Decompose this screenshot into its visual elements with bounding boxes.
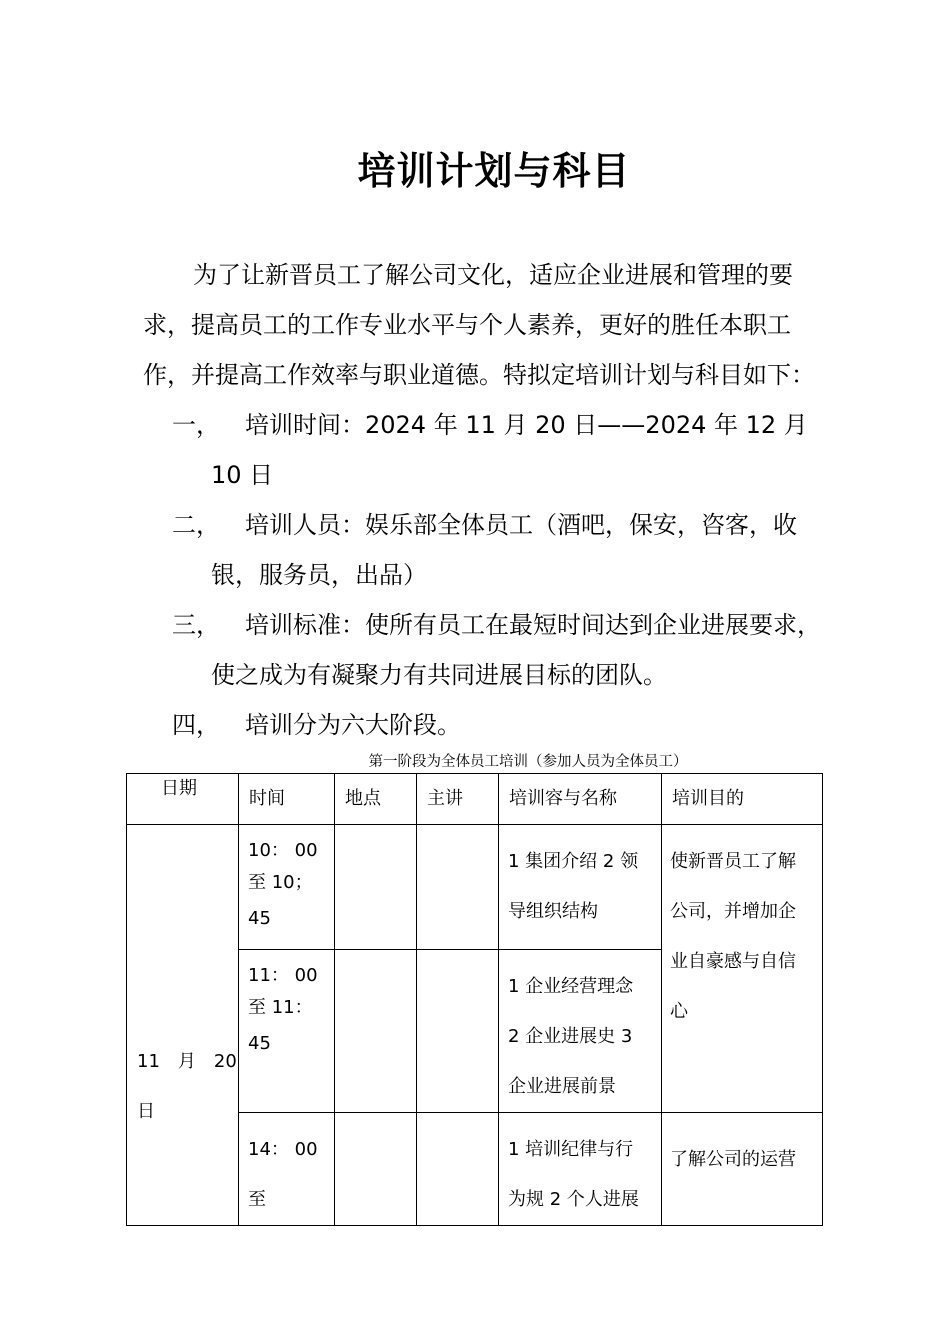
header-purpose: 培训目的 xyxy=(662,774,823,825)
item-text-continued: 10 日 xyxy=(211,461,274,489)
plan-list xyxy=(172,400,872,750)
time-cell: 14： 00 至 xyxy=(239,1113,335,1226)
time-cell: 11： 00 至 11： 45 xyxy=(239,950,335,1113)
content-cell: 1 集团介绍 2 领 导组织结构 xyxy=(499,825,662,950)
item-number: 三， xyxy=(172,611,220,639)
header-place: 地点 xyxy=(335,774,417,825)
speaker-cell xyxy=(417,825,499,950)
item-number: 一， xyxy=(172,411,220,439)
plan-item-stages xyxy=(172,700,872,750)
item-text: 培训标准：使所有员工在最短时间达到企业进展要求， xyxy=(245,611,821,639)
speaker-cell xyxy=(417,1113,499,1226)
item-text-continued: 使之成为有凝聚力有共同进展目标的团队。 xyxy=(211,661,667,689)
table-header-row xyxy=(127,774,823,825)
intro-paragraph xyxy=(143,250,863,400)
content-cell: 1 培训纪律与行 为规 2 个人进展 xyxy=(499,1113,662,1226)
header-speaker: 主讲 xyxy=(417,774,499,825)
header-date: 日期 xyxy=(127,774,239,825)
table-caption: 第一阶段为全体员工培训（参加人员为全体员工） xyxy=(368,754,688,770)
page-title: 培训计划与科目 xyxy=(357,149,631,193)
content-cell: 1 企业经营理念 2 企业进展史 3 企业进展前景 xyxy=(499,950,662,1113)
intro-line: 求，提高员工的工作专业水平与个人素养，更好的胜任本职工 xyxy=(143,311,791,339)
item-text: 培训时间：2024 年 11 月 20 日——2024 年 12 月 xyxy=(245,411,808,439)
item-number: 四， xyxy=(172,711,220,739)
speaker-cell xyxy=(417,950,499,1113)
purpose-cell: 了解公司的运营 xyxy=(662,1113,823,1226)
intro-line: 为了让新晋员工了解公司文化，适应企业进展和管理的要 xyxy=(193,261,793,289)
item-text: 培训人员：娱乐部全体员工（酒吧，保安，咨客，收 xyxy=(245,511,797,539)
place-cell xyxy=(335,825,417,950)
purpose-cell: 使新晋员工了解 公司，并增加企 业自豪感与自信 心 xyxy=(662,825,823,1113)
time-cell: 10： 00 至 10； 45 xyxy=(239,825,335,950)
intro-line: 作，并提高工作效率与职业道德。特拟定培训计划与科目如下： xyxy=(143,361,815,389)
training-schedule-table xyxy=(126,773,823,1226)
plan-item-standard xyxy=(172,600,872,700)
plan-item-time xyxy=(172,400,872,500)
plan-item-staff xyxy=(172,500,872,600)
table-row xyxy=(127,825,823,950)
item-text: 培训分为六大阶段。 xyxy=(245,711,461,739)
item-number: 二， xyxy=(172,511,220,539)
date-cell: 11 月 20 日 xyxy=(127,825,239,1226)
header-time: 时间 xyxy=(239,774,335,825)
place-cell xyxy=(335,1113,417,1226)
header-content: 培训容与名称 xyxy=(499,774,662,825)
place-cell xyxy=(335,950,417,1113)
item-text-continued: 银，服务员，出品） xyxy=(211,561,427,589)
